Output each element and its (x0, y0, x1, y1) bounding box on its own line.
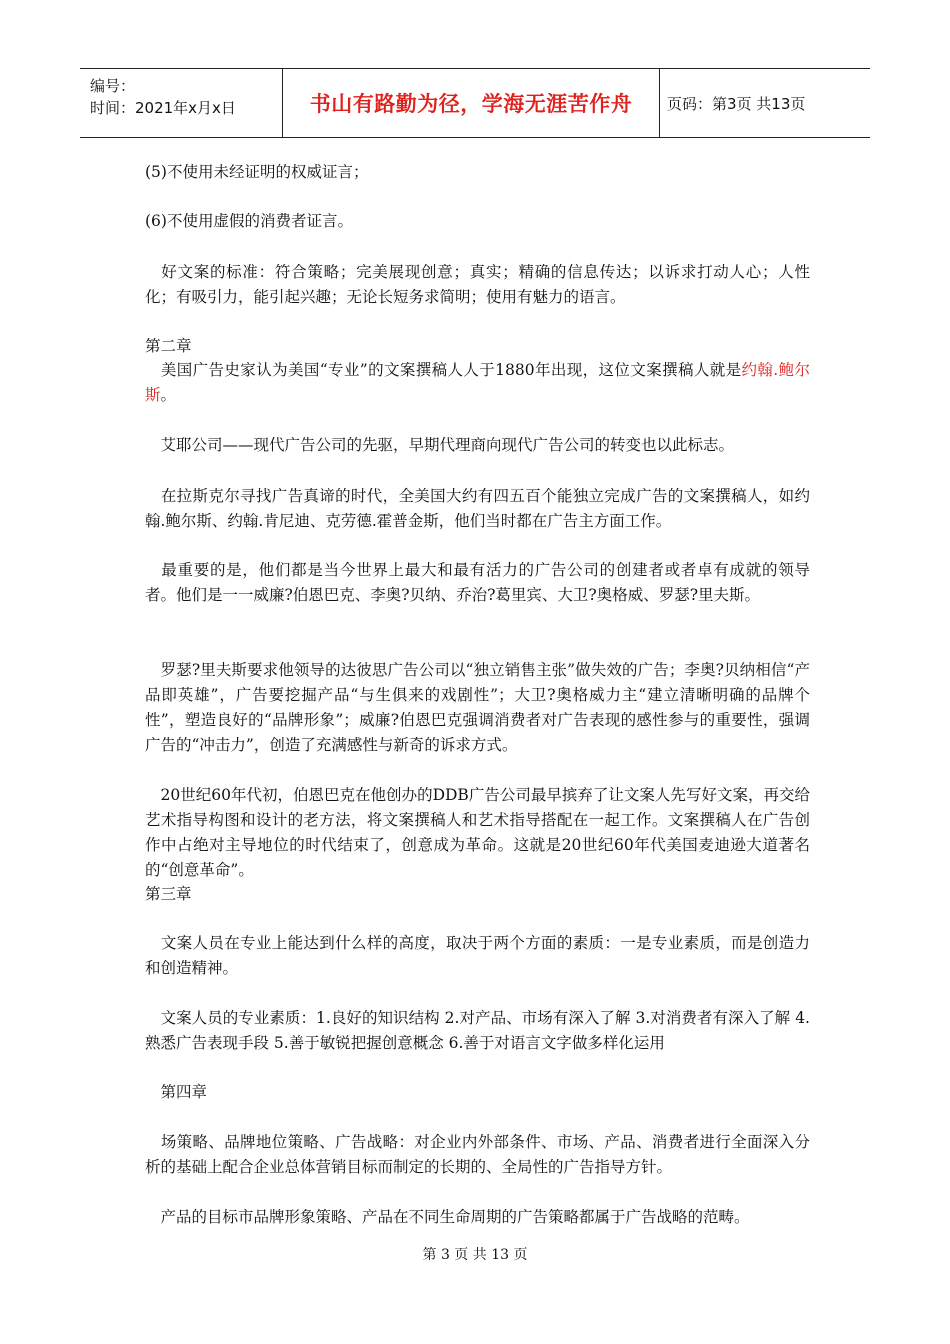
paragraph: 在拉斯克尔寻找广告真谛的时代，全美国大约有四五百个能独立完成广告的文案撰稿人，如约翰.鲍尔斯、约翰.肯尼迪、克劳德.霍普金斯，他们当时都在广告主方面工作。 (145, 487, 810, 530)
header-page-number: 页码：第3页 共13页 (667, 94, 806, 113)
header-motto-cell (283, 69, 660, 137)
page-footer: 第 3 页 共 13 页 (422, 1247, 528, 1263)
header-meta (80, 69, 283, 137)
paragraph: 艾耶公司——现代广告公司的先驱，早期代理商向现代广告公司的转变也以此标志。 (145, 436, 735, 454)
paragraph: 文案人员在专业上能达到什么样的高度，取决于两个方面的素质：一是专业素质，而是创造力和创造精神。 (145, 934, 810, 977)
paragraph: (5)不使用未经证明的权威证言； (145, 163, 369, 181)
paragraph (145, 358, 810, 408)
paragraph-end: 。 (160, 386, 177, 404)
paragraph: 场策略、品牌地位策略、广告战略：对企业内外部条件、市场、产品、消费者进行全面深入分析的基础上配合企业总体营销目标而制定的长期的、全局性的广告指导方针。 (145, 1133, 810, 1176)
chapter-heading: 第四章 (145, 1083, 208, 1101)
paragraph: 罗瑟?里夫斯要求他领导的达彼思广告公司以“独立销售主张”做失效的广告；李奥?贝纳相信“产品即英雄”，广告要挖掘产品“与生俱来的戏剧性”；大卫?奥格威力主“建立清晰明确的品牌个性”，塑造良好的“品牌形象”；威廉?伯恩巴克强调消费者对广告表现的感性参与的重要性，强调广告的“冲击力”，创造了充满感性与新奇的诉求方式。 (145, 661, 810, 754)
paragraph: (6)不使用虚假的消费者证言。 (145, 212, 353, 230)
document-date: 时间：2021年x月x日 (90, 99, 236, 117)
page-header (80, 68, 870, 138)
motto: 书山有路勤为径，学海无涯苦作舟 (309, 92, 633, 116)
paragraph-text: 美国广告史家认为美国“专业”的文案撰稿人人于1880年出现，这位文案撰稿人就是 (145, 361, 742, 379)
highlighted-name: 约翰.鲍尔斯 (145, 361, 810, 404)
document-number: 编号： (90, 77, 136, 95)
paragraph: 20世纪60年代初，伯恩巴克在他创办的DDB广告公司最早摈弃了让文案人先写好文案，再交给艺术指导构图和设计的老方法，将文案撰稿人和艺术指导搭配在一起工作。文案撰稿人在广告创作中占绝对主导地位的时代结束了，创意成为革命。这就是20世纪60年代美国麦迪逊大道著名的“创意革命”。 (145, 786, 810, 879)
paragraph: 文案人员的专业素质：1.良好的知识结构 2.对产品、市场有深入了解 3.对消费者有深入了解 4.熟悉广告表现手段 5.善于敏锐把握创意概念 6.善于对语言文字做多样化运用 (145, 1009, 810, 1052)
paragraph: 最重要的是，他们都是当今世界上最大和最有活力的广告公司的创建者或者卓有成就的领导者。他们是一一威廉?伯恩巴克、李奥?贝纳、乔治?葛里宾、大卫?奥格威、罗瑟?里夫斯。 (145, 561, 810, 604)
chapter-heading: 第三章 (145, 885, 192, 903)
chapter-heading: 第二章 (145, 337, 192, 355)
paragraph: 好文案的标准：符合策略；完美展现创意；真实；精确的信息传达；以诉求打动人心；人性化；有吸引力，能引起兴趣；无论长短务求简明；使用有魅力的语言。 (145, 263, 810, 306)
paragraph: 产品的目标市品牌形象策略、产品在不同生命周期的广告策略都属于广告战略的范畴。 (145, 1208, 750, 1226)
header-page-cell (660, 69, 870, 137)
